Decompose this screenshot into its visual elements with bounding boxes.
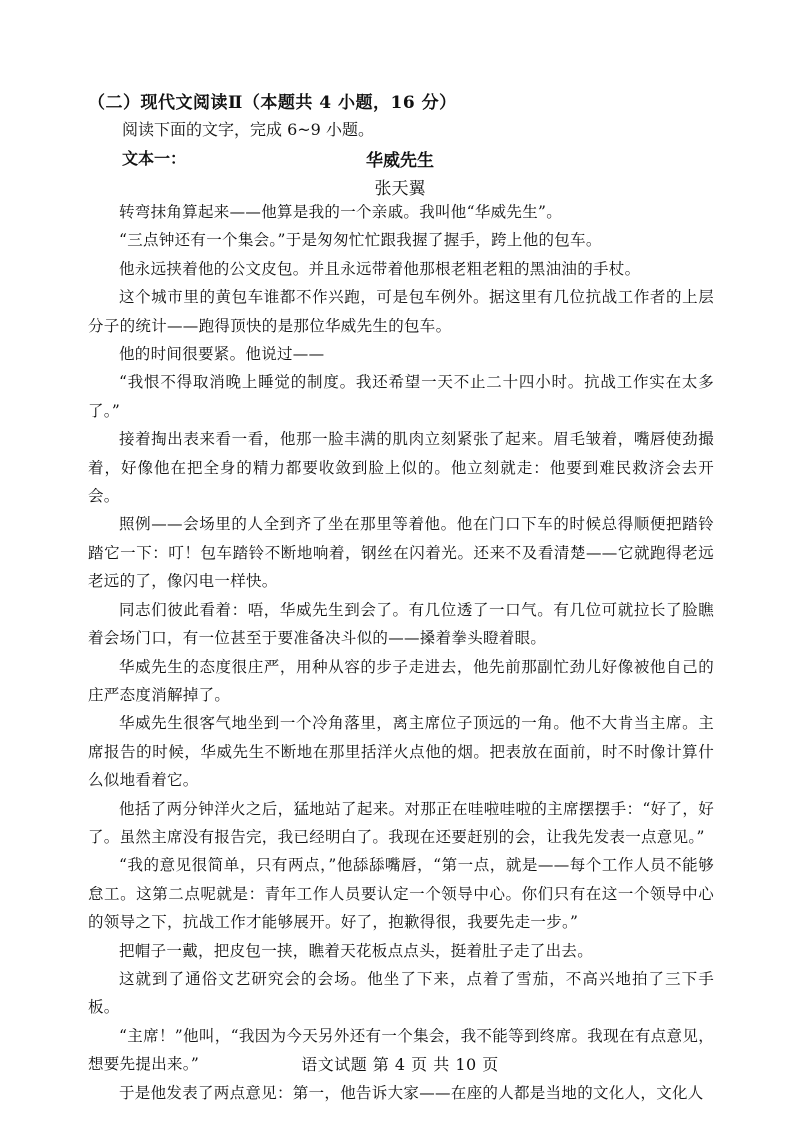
paragraph: 他的时间很要紧。他说过—— xyxy=(119,345,325,364)
reading-instruction: 阅读下面的文字，完成 6~9 小题。 xyxy=(122,120,374,139)
paragraph: 他括了两分钟洋火之后，猛地站了起来。对那正在哇啦哇啦的主席摆摆手：“好了，好了。虽然主席没有报告完，我已经明白了。我现在还要赶别的会，让我先发表一点意见。” xyxy=(88,799,714,846)
text-label: 文本一： xyxy=(122,149,187,168)
paragraph: 接着掏出表来看一看，他那一脸丰满的肌肉立刻紧张了起来。眉毛皱着，嘴唇使劲撮着，好像他在把全身的精力都要收敛到脸上似的。他立刻就走：他要到难民救济会去开会。 xyxy=(88,430,714,506)
paragraph: 这个城市里的黄包车谁都不作兴跑，可是包车例外。据这里有几位抗战工作者的上层分子的统计——跑得顶快的是那位华威先生的包车。 xyxy=(88,288,714,335)
paragraph: 同志们彼此看着：唔，华威先生到会了。有几位透了一口气。有几位可就拉长了脸瞧着会场门口，有一位甚至于要准备决斗似的——搡着拳头瞪着眼。 xyxy=(88,600,714,648)
paragraph: “主席！”他叫，“我因为今天另外还有一个集会，我不能等到终席。我现在有点意见，想要先提出来。” xyxy=(88,1026,714,1074)
page-footer: 语文试题 第 4 页 共 10 页 xyxy=(301,1055,499,1074)
section-title: （二）现代文阅读Ⅱ（本题共 4 小题，16 分） xyxy=(88,93,457,113)
article-title: 华威先生 xyxy=(366,151,434,171)
article-author: 张天翼 xyxy=(374,179,426,199)
paragraph: 华威先生很客气地坐到一个冷角落里，离主席位子顶远的一角。他不大肯当主席。主席报告的时候，华威先生不断地在那里括洋火点他的烟。把表放在面前，时不时像计算什么似地看着它。 xyxy=(88,714,714,790)
paragraph: “我恨不得取消晚上睡觉的制度。我还希望一天不止二十四小时。抗战工作实在太多了。” xyxy=(88,373,714,420)
paragraph: 华威先生的态度很庄严，用种从容的步子走进去，他先前那副忙劲儿好像被他自己的庄严态度消解掉了。 xyxy=(88,657,714,704)
paragraph: “三点钟还有一个集会。”于是匆匆忙忙跟我握了握手，跨上他的包车。 xyxy=(119,231,602,250)
article-body xyxy=(88,198,714,1107)
paragraph: 照例——会场里的人全到齐了坐在那里等着他。他在门口下车的时候总得顺便把踏铃踏它一下：叮！包车踏铃不断地响着，钢丝在闪着光。还来不及看清楚——它就跑得老远老远的了，像闪电一样快。 xyxy=(88,515,714,591)
paragraph: “我的意见很简单，只有两点，”他舔舔嘴唇，“第一点，就是——每个工作人员不能够怠工。这第二点呢就是：青年工作人员要认定一个领导中心。你们只有在这一个领导中心的领导之下，抗战工作才能够展开。好了，抱歉得很，我要先走一步。” xyxy=(88,856,714,932)
paragraph: 把帽子一戴，把皮包一挟，瞧着天花板点点头，挺着肚子走了出去。 xyxy=(119,941,594,960)
paragraph: 转弯抹角算起来——他算是我的一个亲戚。我叫他“华威先生”。 xyxy=(119,203,563,221)
paragraph: 他永远挟着他的公文皮包。并且永远带着他那根老粗老粗的黑油油的手杖。 xyxy=(119,259,641,278)
paragraph: 于是他发表了两点意见：第一，他告诉大家——在座的人都是当地的文化人，文化人 xyxy=(119,1083,704,1102)
paragraph: 这就到了通俗文艺研究会的会场。他坐了下来，点着了雪茄，不高兴地拍了三下手板。 xyxy=(88,969,714,1017)
